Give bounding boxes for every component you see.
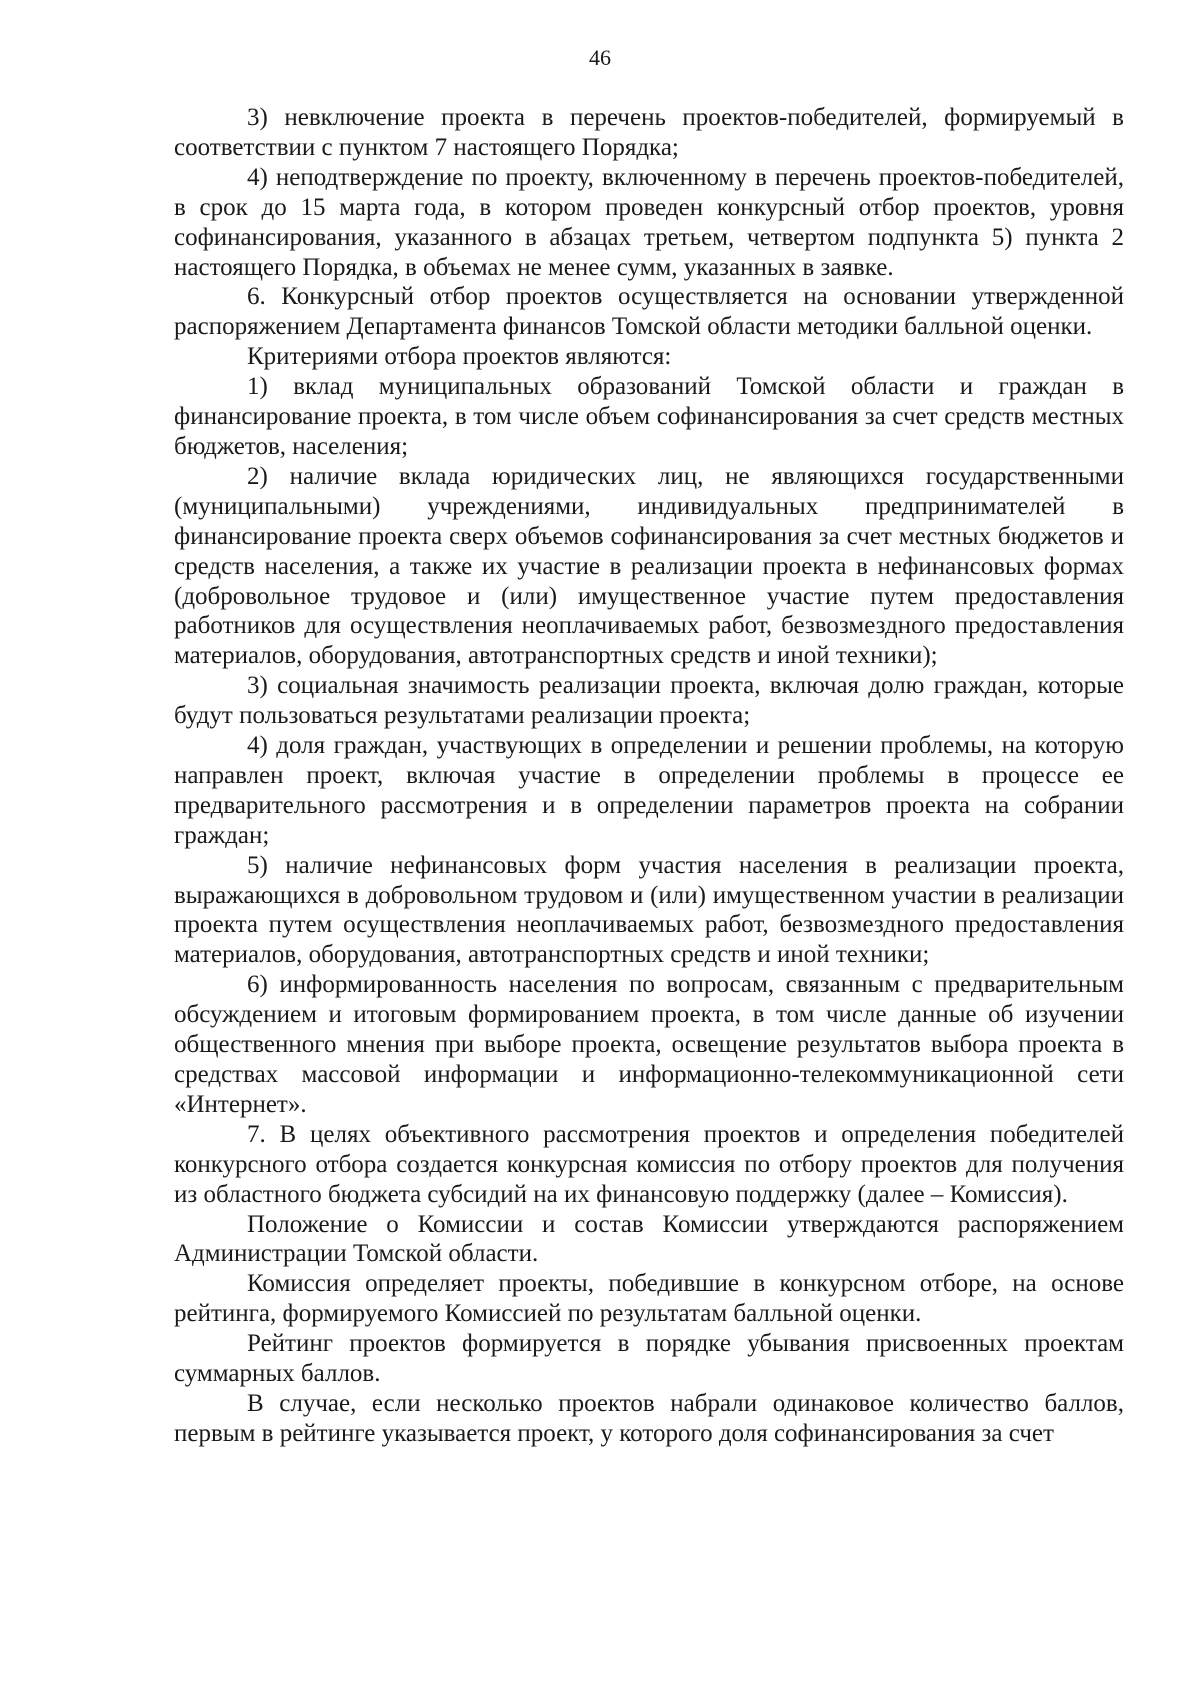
paragraph-cause-4: 4) неподтверждение по проекту, включенному в перечень проектов-победителей, в срок до 15 марта года, в котором проведен конкурсный отбор проектов, уровня софинансирования, указанного в абзацах третьем, четвертом подпункта 5) пункта 2 настоящего Порядка, в объемах не менее сумм, указанных в заявке.: [174, 163, 1124, 281]
paragraph-tie-break: В случае, если несколько проектов набрали одинаковое количество баллов, первым в рейтинге указывается проект, у которого доля софинансирования за счет: [174, 1389, 1124, 1447]
paragraph-criterion-2: 2) наличие вклада юридических лиц, не являющихся государственными (муниципальными) учреждениями, индивидуальных предпринимателей в финансирование проекта сверх объемов софинансирования за счет местных бюджетов и средств населения, а также их участие в реализации проекта в нефинансовых формах (добровольное трудовое и (или) имущественное участие путем предоставления работников для осуществления неоплачиваемых работ, безвозмездного предоставления материалов, оборудования, автотранспортных средств и иной техники);: [174, 462, 1124, 670]
paragraph-criterion-5: 5) наличие нефинансовых форм участия населения в реализации проекта, выражающихся в добровольном трудовом и (или) имущественном участии в реализации проекта путем осуществления неоплачиваемых работ, безвозмездного предоставления материалов, оборудования, автотранспортных средств и иной техники;: [174, 851, 1124, 969]
paragraph-criterion-3: 3) социальная значимость реализации проекта, включая долю граждан, которые будут пользоваться результатами реализации проекта;: [174, 672, 1124, 730]
page-number: 46: [589, 45, 611, 70]
paragraph-commission-decision: Комиссия определяет проекты, победившие в конкурсном отборе, на основе рейтинга, формируемого Комиссией по результатам балльной оценки.: [174, 1270, 1124, 1328]
paragraph-commission-regulation: Положение о Комиссии и состав Комиссии утверждаются распоряжением Администрации Томской области.: [174, 1210, 1124, 1268]
paragraph-section-6: 6. Конкурсный отбор проектов осуществляется на основании утвержденной распоряжением Департамента финансов Томской области методики балльной оценки.: [174, 283, 1124, 341]
paragraph-criterion-1: 1) вклад муниципальных образований Томской области и граждан в финансирование проекта, в том числе объем софинансирования за счет средств местных бюджетов, населения;: [174, 373, 1124, 460]
paragraph-section-7: 7. В целях объективного рассмотрения проектов и определения победителей конкурсного отбора создается конкурсная комиссия по отбору проектов для получения из областного бюджета субсидий на их финансовую поддержку (далее – Комиссия).: [174, 1120, 1124, 1208]
paragraph-criterion-6: 6) информированность населения по вопросам, связанным с предварительным обсуждением и итоговым формированием проекта, в том числе данные об изучении общественного мнения при выборе проекта, освещение результатов выбора проекта в средствах массовой информации и информационно-телекоммуникационной сети «Интернет».: [174, 971, 1124, 1118]
paragraph-cause-3: 3) невключение проекта в перечень проектов-победителей, формируемый в соответствии с пунктом 7 настоящего Порядка;: [174, 104, 1124, 161]
paragraph-criterion-4: 4) доля граждан, участвующих в определении и решении проблемы, на которую направлен проект, включая участие в определении проблемы в процессе ее предварительного рассмотрения и в определении параметров проекта на собрании граждан;: [174, 732, 1124, 849]
paragraph-criteria-intro: Критериями отбора проектов являются:: [247, 343, 672, 371]
body-text: [174, 103, 1124, 1449]
paragraph-rating-order: Рейтинг проектов формируется в порядке убывания присвоенных проектам суммарных баллов.: [174, 1330, 1124, 1388]
